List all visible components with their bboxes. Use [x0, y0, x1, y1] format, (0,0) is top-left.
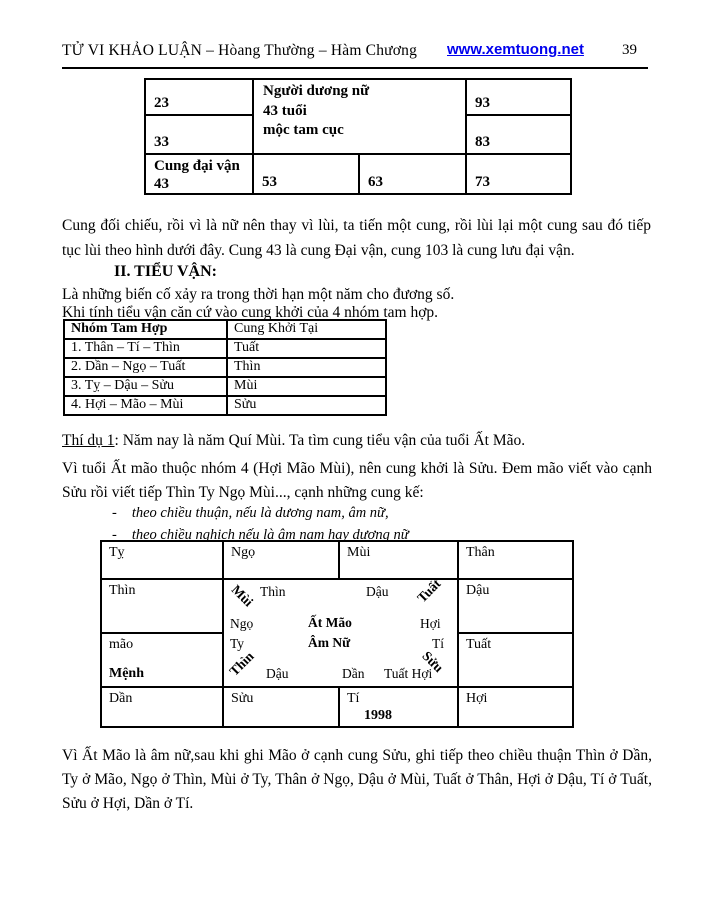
bullet-dash: -	[112, 527, 117, 543]
inner-tuat-hoi: Tuất Hợi	[384, 666, 433, 681]
dai-van-cell-43: 43	[154, 176, 169, 192]
inner-dau-bottom: Dậu	[266, 666, 289, 681]
example-body: Vì tuổi Ất mão thuộc nhóm 4 (Hợi Mão Mùi), nên cung khởi là Sửu. Đem mão viết vào cạnh Sửu rồi viết tiếp Thìn Ty Ngọ Mùi..., cạnh những cung kế:	[62, 460, 652, 501]
example-bullet-1	[62, 505, 672, 522]
inner-corner-suu: Sửu	[419, 648, 447, 676]
chart-year-label: 1998	[364, 708, 392, 723]
tam-hop-row-start: Tuất	[227, 339, 386, 358]
info-line-2: 43 tuổi	[263, 102, 307, 119]
dai-van-cell-93: 93	[466, 79, 571, 115]
bullet-dash: -	[112, 505, 117, 521]
dai-van-cell-33: 33	[145, 115, 253, 154]
inner-thin-top: Thìn	[260, 584, 286, 599]
inner-corner-mui: Mùi	[228, 581, 257, 610]
chart-cell-mui: Mùi	[339, 541, 458, 579]
book-title: TỬ VI KHẢO LUẬN – Hòang Thường – Hàm Chương	[62, 42, 418, 59]
info-line-1: Người dương nữ	[263, 83, 370, 99]
example-intro	[62, 432, 525, 450]
chart-cell-hoi: Hợi	[458, 687, 573, 727]
tam-hop-header-1: Nhóm Tam Hợp	[64, 320, 227, 339]
dai-van-cell-23: 23	[145, 79, 253, 115]
tam-hop-row-group: 2. Dần – Ngọ – Tuất	[64, 358, 227, 377]
tam-hop-row-group: 1. Thân – Tí – Thìn	[64, 339, 227, 358]
tam-hop-row-group: 4. Hợi – Mão – Mùi	[64, 396, 227, 415]
tam-hop-row-start: Sửu	[227, 396, 386, 415]
inner-corner-tuat: Tuất	[414, 575, 444, 606]
website-link[interactable]: www.xemtuong.net	[447, 41, 584, 58]
header-divider	[62, 67, 648, 69]
dai-van-cell-83: 83	[466, 115, 571, 154]
chart-cell-thin: Thìn	[101, 579, 223, 633]
page-number: 39	[622, 42, 637, 58]
chart-cell-dau: Dậu	[458, 579, 573, 633]
tam-hop-table	[63, 319, 387, 416]
tieu-van-line-2: Khi tính tiểu vận căn cứ vào cung khởi của 4 nhóm tam hợp.	[62, 304, 439, 321]
chart-cell-dan: Dần	[101, 687, 223, 727]
dai-van-label: Cung đại vận	[154, 158, 240, 174]
dai-van-info-cell	[253, 79, 466, 154]
chart-cell-ngo: Ngọ	[223, 541, 339, 579]
chart-cell-suu: Sửu	[223, 687, 339, 727]
chart-cell-than: Thân	[458, 541, 573, 579]
chart-ti-label: Tí	[347, 691, 360, 706]
dai-van-label-cell	[145, 154, 253, 194]
chart-cell-ty: Tỵ	[101, 541, 223, 579]
inner-at-mao: Ất Mão	[308, 615, 352, 630]
chart-mao-label: mão	[109, 637, 134, 652]
chart-cell-ti	[339, 687, 458, 727]
inner-dan: Dần	[342, 666, 365, 681]
chart-cell-tuat: Tuất	[458, 633, 573, 687]
dai-van-cell-73: 73	[466, 154, 571, 194]
tam-hop-row-start: Mùi	[227, 377, 386, 396]
dai-van-cell-63: 63	[359, 154, 466, 194]
bullet-text: theo chiều nghịch nếu là âm nam hay dương nữ	[131, 527, 409, 543]
tieu-van-chart	[100, 540, 574, 728]
tam-hop-row-group: 3. Tỵ – Dậu – Sửu	[64, 377, 227, 396]
chart-menh-label: Mệnh	[109, 666, 144, 681]
inner-ngo: Ngọ	[230, 616, 254, 631]
dai-van-cell-53: 53	[253, 154, 359, 194]
bullet-text: theo chiều thuận, nếu là dương nam, âm nữ,	[131, 505, 389, 521]
inner-hoi: Hợi	[420, 616, 441, 631]
closing-paragraph: Vì Ất Mão là âm nữ,sau khi ghi Mão ở cạnh cung Sửu, ghi tiếp theo chiều thuận Thìn ở Dần, Ty ở Mão, Ngọ ở Thìn, Mùi ở Ty, Thân ở Ngọ, Dậu ở Mùi, Tuất ở Thân, Hợi ở Dậu, Tí ở Tuất, Sửu ở Hợi, Dần ở Tí.	[62, 747, 652, 812]
dai-van-table	[144, 78, 572, 195]
inner-dau-top: Dậu	[366, 584, 389, 599]
paragraph-dai-van: Cung đối chiếu, rồi vì là nữ nên thay vì lùi, ta tiến một cung, rồi lùi lại một cung sau đó tiếp tục lùi theo hình dưới đây. Cung 43 là cung Đại vận, cung 103 là cung lưu đại vận.	[62, 217, 651, 259]
example-label: Thí dụ 1	[62, 432, 115, 449]
chart-cell-mao-menh	[101, 633, 223, 687]
inner-am-nu: Âm Nữ	[308, 635, 351, 650]
tam-hop-header-2: Cung Khởi Tại	[227, 320, 386, 339]
info-line-3: mộc tam cục	[263, 122, 344, 138]
inner-ty: Ty	[230, 636, 245, 651]
tam-hop-row-start: Thìn	[227, 358, 386, 377]
example-intro-rest: : Năm nay là năm Quí Mùi. Ta tìm cung tiểu vận của tuổi Ất Mão.	[114, 432, 526, 449]
section-heading-tieu-van: II. TIỂU VẬN:	[114, 263, 217, 280]
inner-corner-thin: Thìn	[226, 648, 257, 679]
inner-ti: Tí	[432, 636, 444, 651]
chart-center-cell	[223, 575, 458, 687]
tieu-van-line-1: Là những biến cố xảy ra trong thời hạn một năm cho đương số.	[62, 286, 455, 303]
